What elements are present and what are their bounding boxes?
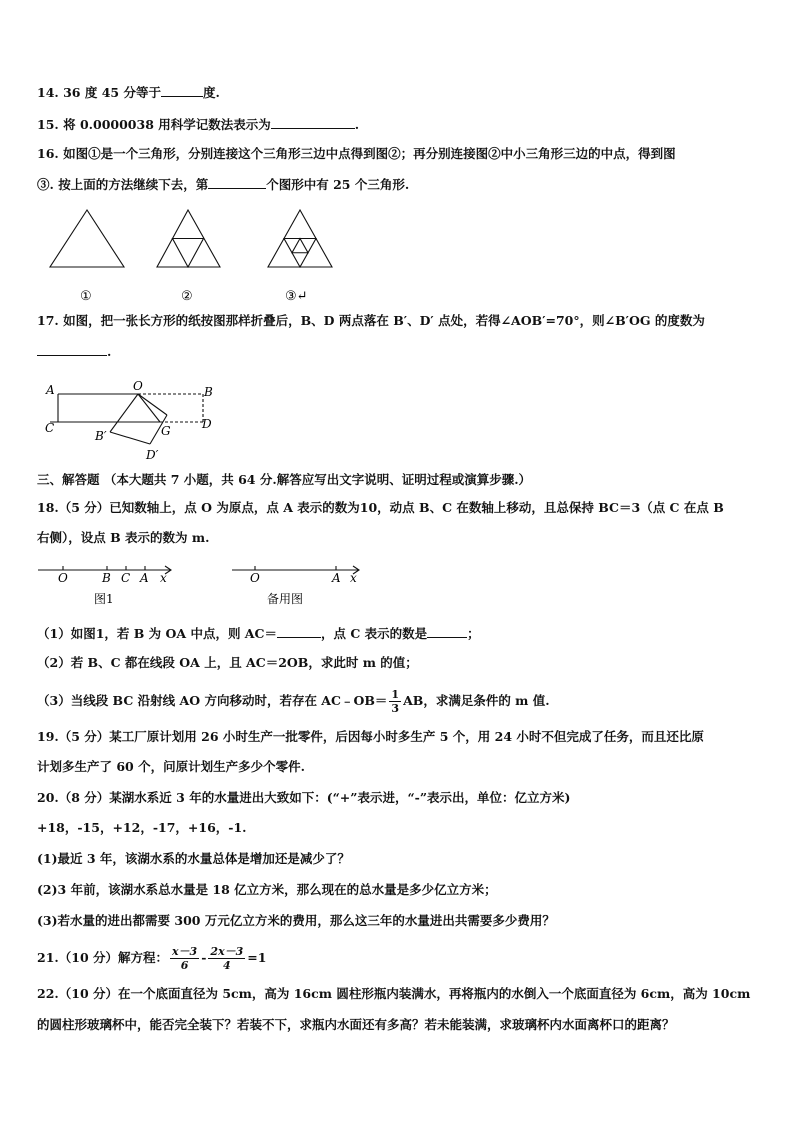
fraction-denominator: 3 [391, 702, 400, 715]
part-text: ； [467, 626, 480, 641]
triangle-figure-1 [50, 210, 124, 267]
number-line-1-label-c: C [121, 571, 131, 585]
triangle-figure-2 [157, 210, 220, 267]
question-text: 度. [202, 85, 220, 100]
fraction-one-third [389, 688, 401, 715]
point-label-g: G [161, 424, 171, 438]
question-17-line-2 [37, 342, 111, 361]
answer-blank [271, 115, 355, 129]
section-3-heading: 三、解答题 （本大题共 7 小题，共 64 分.解答应写出文字说明、证明过程或演算步骤.） [37, 472, 532, 487]
number-line-2-caption: 备用图 [267, 592, 304, 606]
question-text: 如图，把一张长方形的纸按图那样折叠后，B、D 两点落在 B′、D′ 点处，若得∠AOB′=70°，则∠B′OG 的度数为 [63, 313, 705, 328]
number-line-figures [36, 560, 376, 610]
question-text: 将 0.0000038 用科学记数法表示为 [63, 117, 271, 132]
triangle-figure-3 [268, 210, 332, 267]
point-label-b-prime: B′ [95, 429, 107, 443]
question-20-line-2: +18，-15，+12，-17，+16，-1. [37, 820, 247, 835]
minus-sign: - [201, 950, 207, 965]
number-line-1-label-b: B [102, 571, 111, 585]
point-label-b: B [204, 385, 213, 399]
question-22-line-2: 的圆柱形玻璃杯中，能否完全装下？若装不下，求瓶内水面还有多高？若未能装满，求玻璃杯内水面离杯口的距离？ [37, 1017, 675, 1032]
question-number: 16. [37, 146, 59, 161]
part-text: （1）如图1，若 B 为 OA 中点，则 AC＝ [37, 626, 277, 641]
part-text: AB，求满足条件的 m 值. [403, 693, 550, 708]
folding-rectangle-figure [40, 372, 240, 467]
question-number: 15. [37, 117, 59, 132]
number-line-1-label-a: A [140, 571, 149, 585]
part-text: （3）当线段 BC 沿射线 AO 方向移动时，若存在 AC﹣OB＝ [37, 693, 388, 708]
question-14 [37, 83, 220, 102]
question-text: 36 度 45 分等于 [63, 85, 161, 100]
question-18-line-1: 18.（5 分）已知数轴上，点 O 为原点，点 A 表示的数为10，动点 B、C 在数轴上移动，且总保持 BC＝3（点 C 在点 B [37, 500, 724, 515]
question-text: . [354, 117, 360, 132]
fraction-numerator: 2x－3 [210, 945, 244, 958]
question-20-part-1: (1)最近 3 年，该湖水系的水量总体是增加还是减少了？ [37, 851, 350, 866]
point-label-d: D [202, 417, 212, 431]
fraction-1 [170, 945, 199, 972]
question-text: 个图形中有 25 个三角形. [266, 177, 410, 192]
answer-blank [161, 83, 203, 97]
fraction-denominator: 4 [223, 959, 231, 972]
part-text: ，点 C 表示的数是 [320, 626, 428, 641]
question-15 [37, 115, 359, 134]
triangle-sequence-figure [40, 205, 350, 305]
fraction-2 [208, 945, 245, 972]
point-label-d-prime: D′ [146, 448, 159, 462]
question-text: 如图①是一个三角形，分别连接这个三角形三边中点得到图②；再分别连接图②中小三角形三边的中点，得到图 [63, 146, 676, 161]
number-line-1-label-o: O [58, 571, 68, 585]
answer-blank [37, 342, 107, 356]
answer-blank [208, 175, 266, 189]
question-text: . [107, 344, 112, 359]
question-18-part-3 [37, 684, 550, 718]
fraction-numerator: x－3 [172, 945, 198, 958]
question-19-line-2: 计划多生产了 60 个，问原计划生产多少个零件. [37, 759, 305, 774]
question-number: 14. [37, 85, 59, 100]
answer-blank [427, 624, 467, 638]
question-22-line-1: 22.（10 分）在一个底面直径为 5cm，高为 16cm 圆柱形瓶内装满水，再将瓶内的水倒入一个底面直径为 6cm，高为 10cm [37, 986, 751, 1001]
figure-label-3: ③↵ [285, 289, 308, 304]
question-19-line-1: 19.（5 分）某工厂原计划用 26 小时生产一批零件，后因每小时多生产 5 个，用 24 小时不但完成了任务，而且还比原 [37, 729, 704, 744]
question-16-line-1 [37, 145, 676, 163]
number-line-2-label-o: O [250, 571, 260, 585]
question-number: 17. [37, 313, 59, 328]
figure-label-1: ① [80, 289, 92, 304]
question-21 [37, 940, 266, 976]
question-20-line-1: 20.（8 分）某湖水系近 3 年的水量进出大致如下：(“+”表示进，“-”表示出，单位：亿立方米) [37, 790, 571, 805]
question-18-part-1 [37, 624, 480, 643]
equation-rhs: =1 [247, 950, 267, 965]
point-label-c: C [45, 421, 55, 435]
question-18-line-2: 右侧），设点 B 表示的数为 m. [37, 530, 210, 545]
question-16-line-2 [37, 175, 409, 194]
fraction-denominator: 6 [180, 959, 189, 972]
question-18-part-2: （2）若 B、C 都在线段 OA 上，且 AC＝2OB，求此时 m 的值； [37, 655, 418, 670]
number-line-2-label-x: x [350, 571, 357, 585]
point-label-a: A [46, 383, 55, 397]
number-line-2-label-a: A [332, 571, 341, 585]
question-20-part-3: (3)若水量的进出都需要 300 万元亿立方米的费用，那么这三年的水量进出共需要多少费用？ [37, 913, 555, 928]
number-line-1-label-x: x [160, 571, 167, 585]
point-label-o: O [133, 379, 143, 393]
question-text: 21.（10 分）解方程： [37, 950, 168, 965]
figure-label-2: ② [181, 289, 193, 304]
question-20-part-2: (2)3 年前，该湖水系总水量是 18 亿立方米，那么现在的总水量是多少亿立方米； [37, 882, 497, 897]
number-line-1-caption: 图1 [94, 592, 114, 606]
question-17 [37, 312, 705, 330]
fraction-numerator: 1 [391, 688, 400, 701]
answer-blank [277, 624, 321, 638]
question-text: ③. 按上面的方法继续下去，第 [37, 177, 209, 192]
